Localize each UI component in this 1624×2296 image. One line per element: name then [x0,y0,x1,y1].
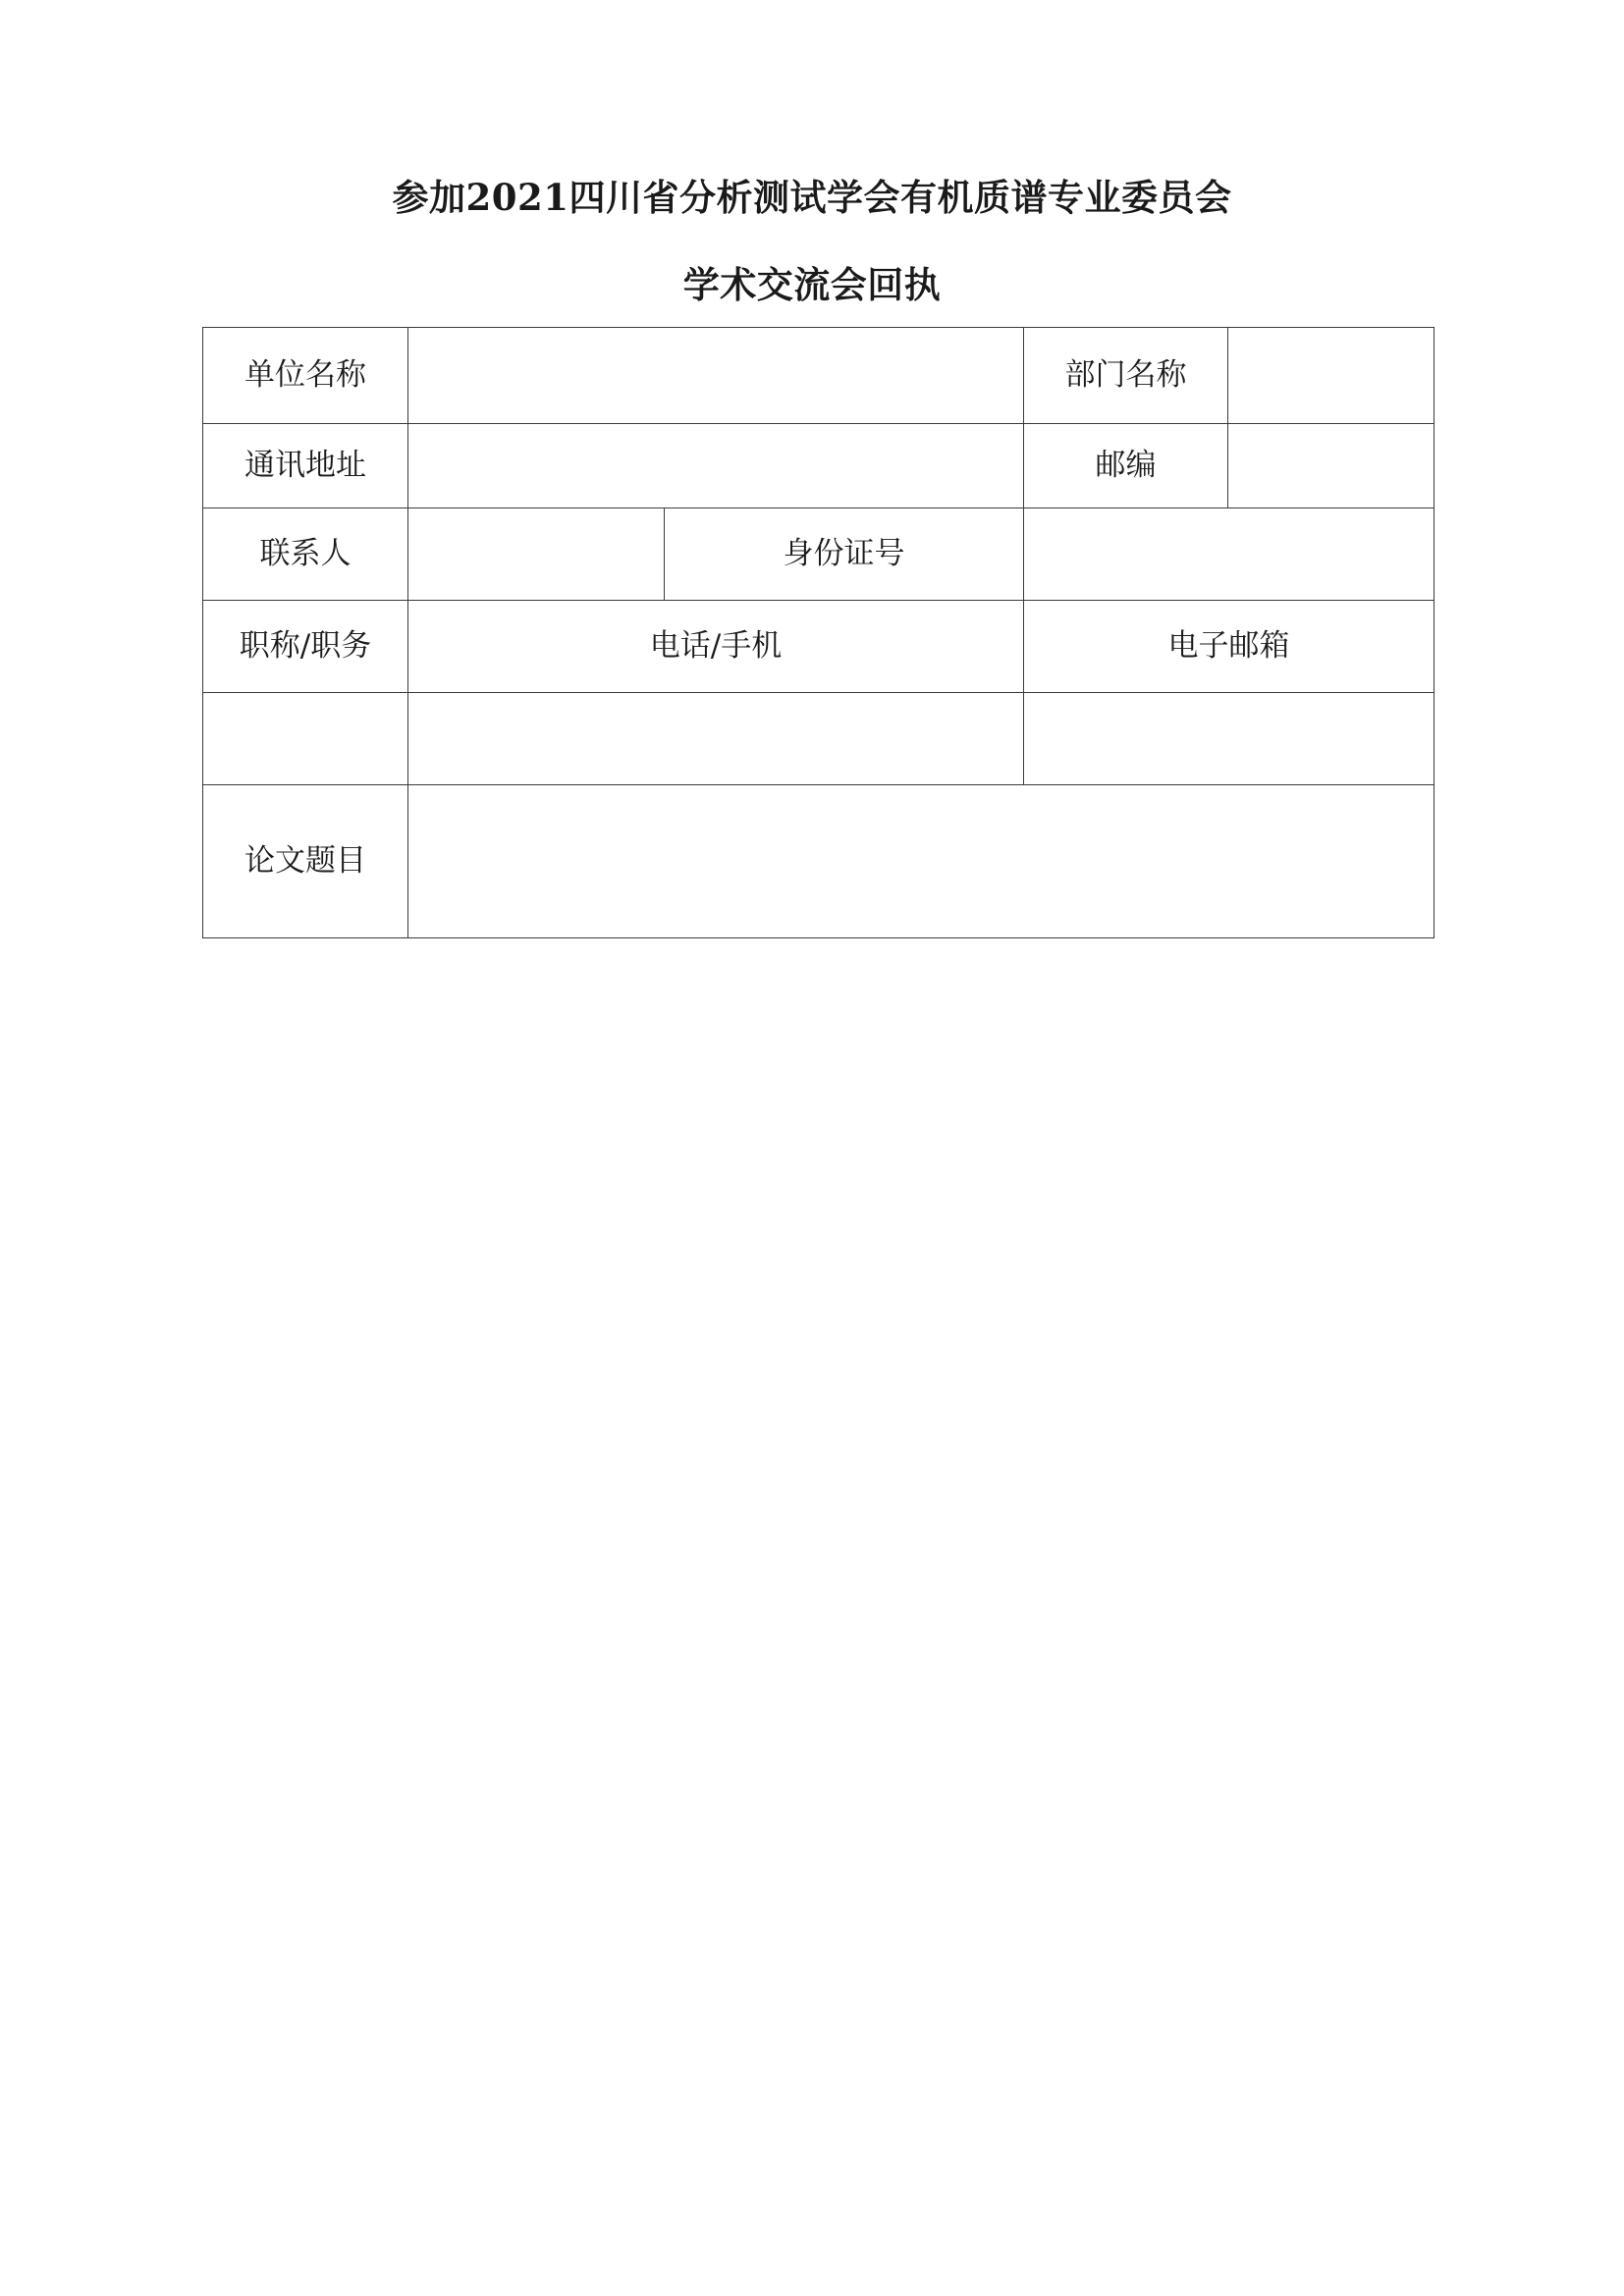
postcode-field[interactable] [1228,424,1435,508]
table-row [203,693,1435,785]
table-row [203,785,1435,938]
contact-label: 联系人 [203,508,408,601]
table-row [203,508,1435,601]
phone-label: 电话/手机 [408,601,1024,693]
title-position-field[interactable] [203,693,408,785]
address-field[interactable] [408,424,1024,508]
postcode-label: 邮编 [1024,424,1228,508]
unit-name-label: 单位名称 [203,328,408,424]
contact-field[interactable] [408,508,665,601]
table-row [203,601,1435,693]
document-title-line1: 参加2021四川省分析测试学会有机质谱专业委员会 [392,176,1232,219]
paper-title-field[interactable] [408,785,1435,938]
registration-form-table [202,327,1435,938]
table-row [203,424,1435,508]
address-label: 通讯地址 [203,424,408,508]
email-field[interactable] [1024,693,1435,785]
id-number-field[interactable] [1024,508,1435,601]
phone-field[interactable] [408,693,1024,785]
table-row [203,328,1435,424]
id-number-label: 身份证号 [665,508,1024,601]
department-name-label: 部门名称 [1024,328,1228,424]
email-label: 电子邮箱 [1024,601,1435,693]
paper-title-label: 论文题目 [203,785,408,938]
title-position-label: 职称/职务 [203,601,408,693]
unit-name-field[interactable] [408,328,1024,424]
document-title-line2: 学术交流会回执 [682,263,942,306]
department-name-field[interactable] [1228,328,1435,424]
